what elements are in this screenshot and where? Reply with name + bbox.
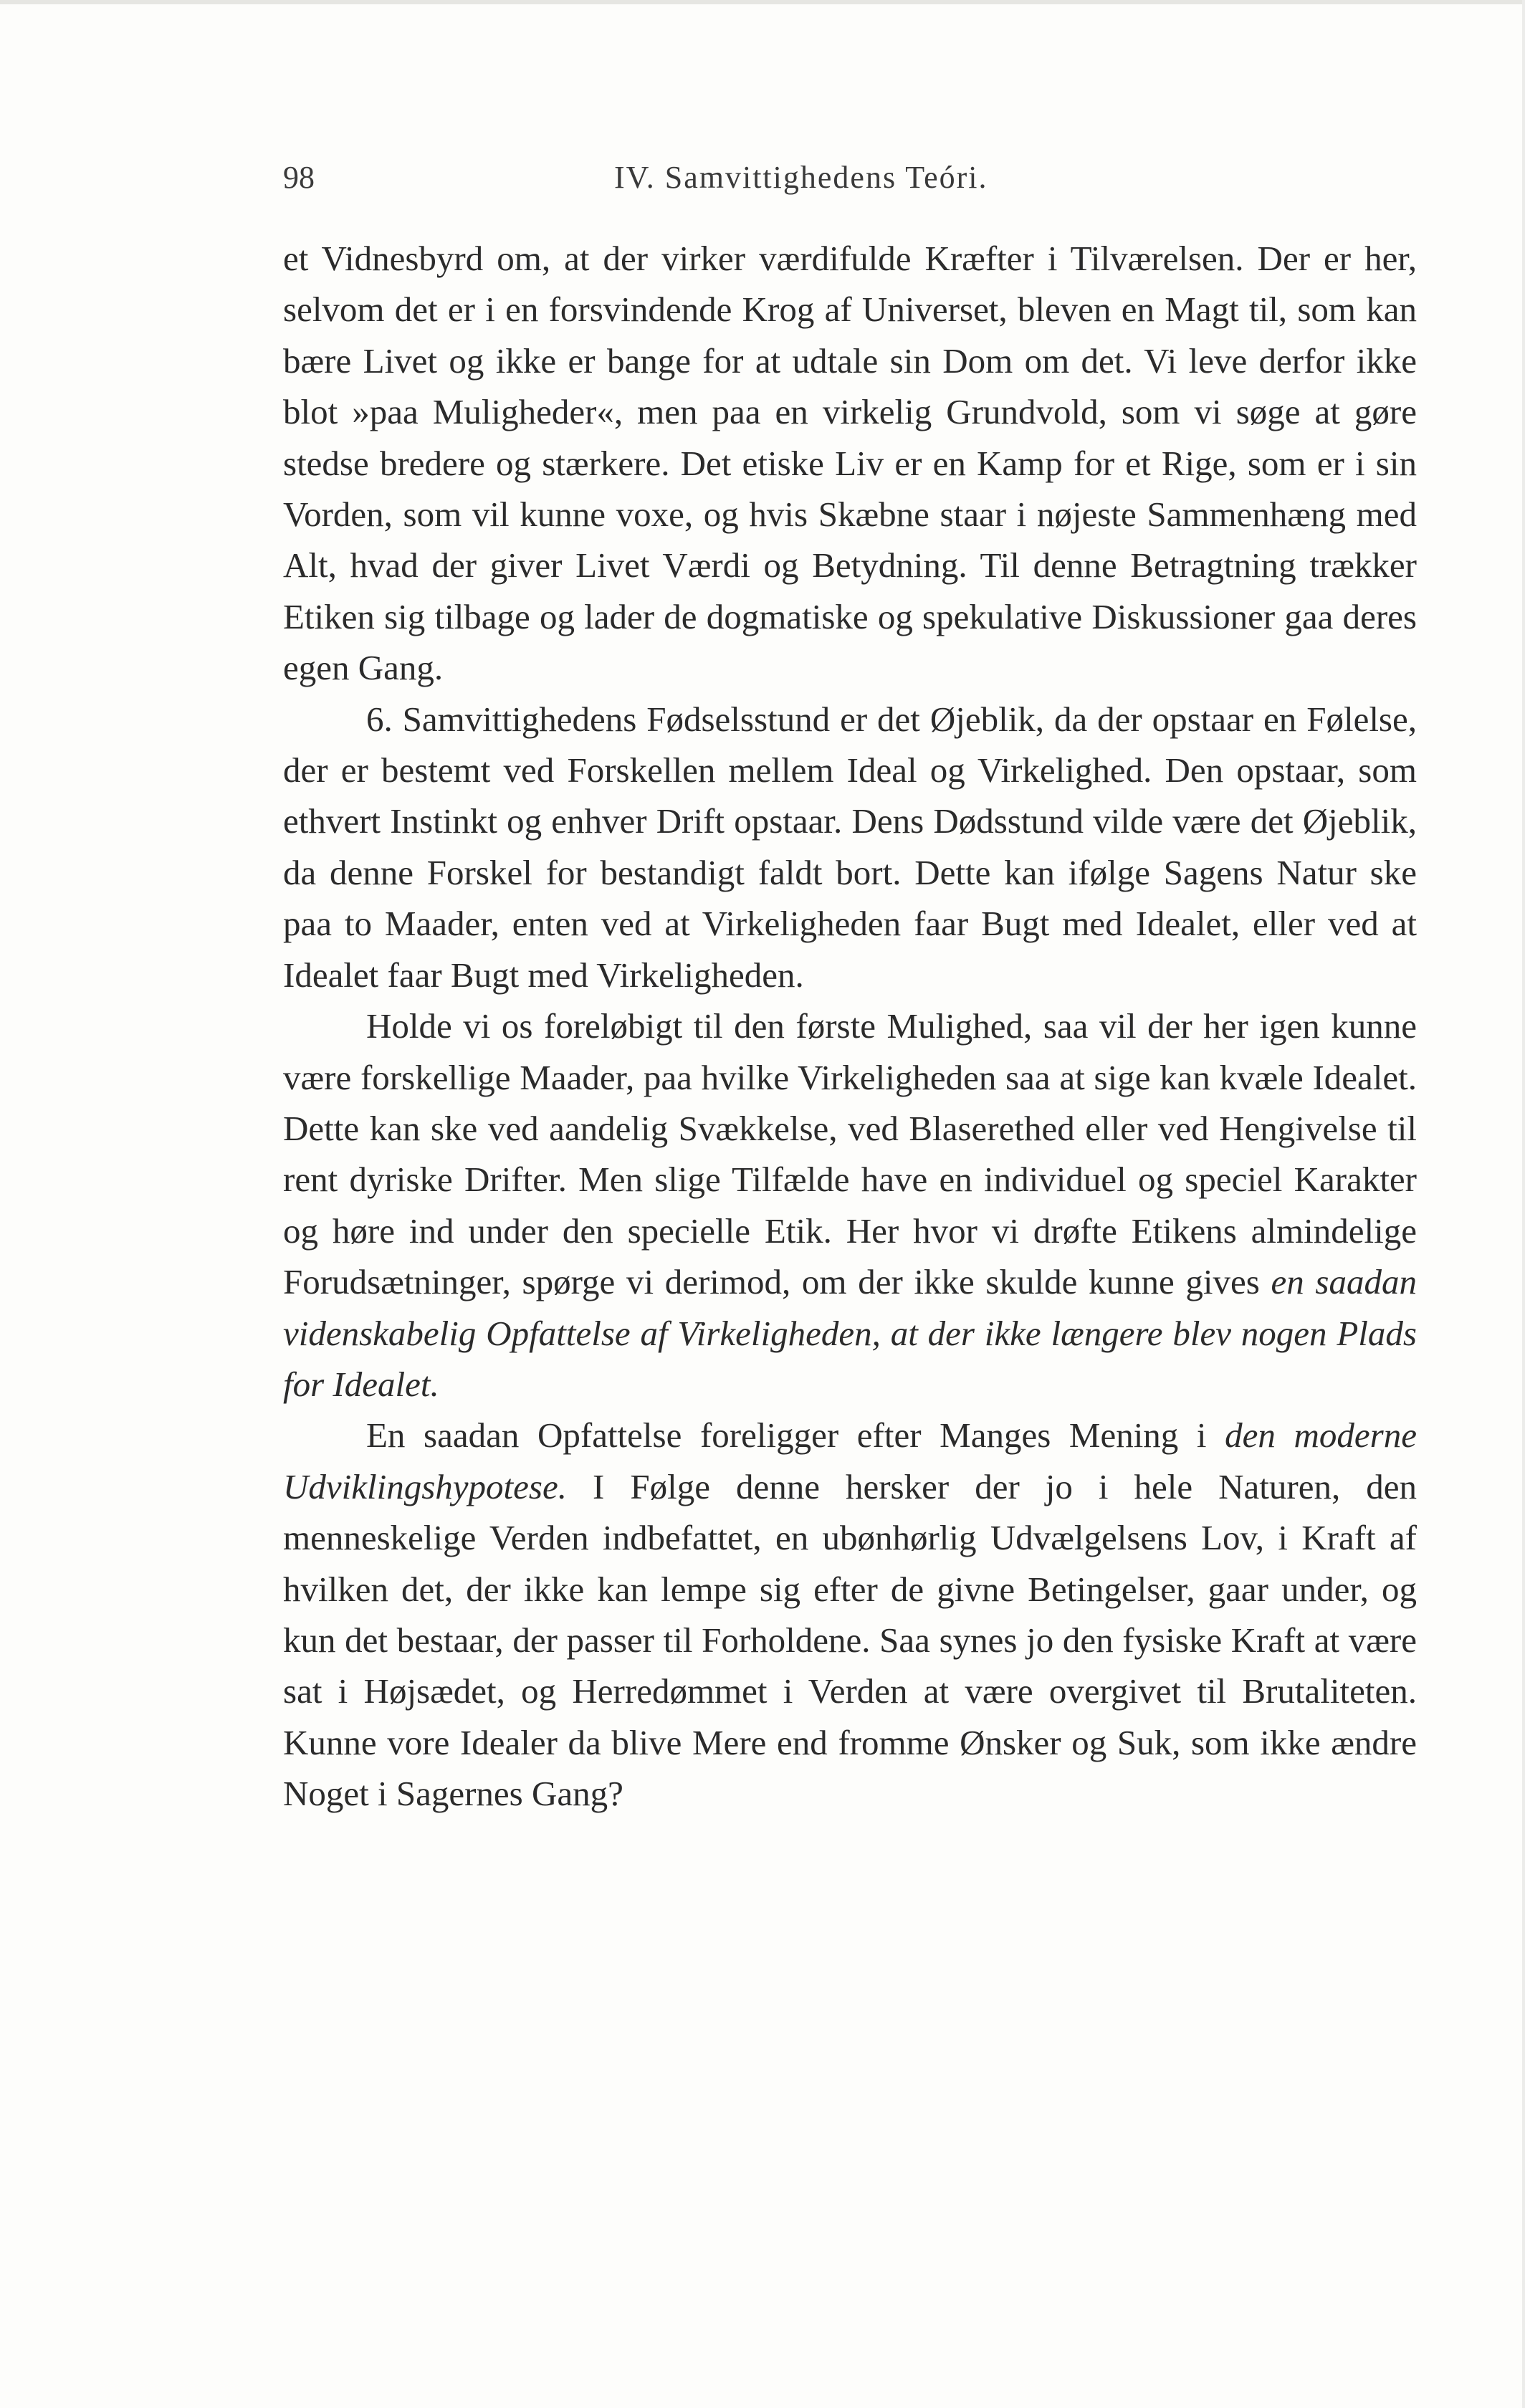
page-number: 98	[283, 160, 315, 195]
paragraph	[283, 1000, 1417, 1410]
text-run: 6. Samvittighedens Fødselsstund er det Øjeblik, da der opstaar en Følelse, der er bestemt ved Forskellen mellem Ideal og Virkelighed. Den opstaar, som ethvert Instinkt og enhver Drift opstaar. Dens Dødsstund vilde være det Øjeblik, da denne Forskel for bestandigt faldt bort. Dette kan ifølge Sagens Natur ske paa to Maader, enten ved at Virkeligheden faar Bugt med Idealet, eller ved at Idealet faar Bugt med Virkeligheden.	[283, 699, 1417, 995]
body-text	[283, 233, 1417, 1820]
emphasis-run: den moderne Udviklingshypotese.	[283, 1415, 1417, 1506]
text-run: Holde vi os foreløbigt til den første Mulighed, saa vil der her igen kunne være forskellige Maader, paa hvilke Virkeligheden saa at sige kan kvæle Idealet. Dette kan ske ved aandelig Svækkelse, ved Blaserethed eller ved Hengivelse til rent dyriske Drifter. Men slige Tilfælde have en individuel og speciel Karakter og høre ind under den specielle Etik. Her hvor vi drøfte Etikens almindelige Forudsætninger, spørge vi derimod, om der ikke skulde kunne gives	[283, 1006, 1417, 1302]
paragraph	[283, 233, 1417, 694]
page-header	[283, 159, 1286, 209]
scan-edge-top	[0, 0, 1525, 4]
text-run: En saadan Opfattelse foreligger efter Manges Mening i	[366, 1415, 1225, 1456]
text-run: et Vidnesbyrd om, at der virker værdifulde Kræfter i Tilværelsen. Der er her, selvom det er i en forsvindende Krog af Universet, bleven en Magt til, som kan bære Livet og ikke er bange for at udtale sin Dom om det. Vi leve derfor ikke blot »paa Muligheder«, men paa en virkelig Grundvold, som vi søge at gøre stedse bredere og stærkere. Det etiske Liv er en Kamp for et Rige, som er i sin Vorden, som vil kunne voxe, og hvis Skæbne staar i nøjeste Sammenhæng med Alt, hvad der giver Livet Værdi og Betydning. Til denne Betragtning trækker Etiken sig tilbage og lader de dogmatiske og spekulative Diskussioner gaa deres egen Gang.	[283, 239, 1417, 688]
paragraph	[283, 1410, 1417, 1819]
scan-edge-right	[1522, 0, 1525, 2408]
paragraph	[283, 694, 1417, 1000]
text-run: I Følge denne hersker der jo i hele Naturen, den menneskelige Verden indbefattet, en ubønhørlig Udvælgelsens Lov, i Kraft af hvilken det, der ikke kan lempe sig efter de givne Betingelser, gaar under, og kun det bestaar, der passer til Forholdene. Saa synes jo den fysiske Kraft at være sat i Højsædet, og Herredømmet i Verden at være overgivet til Brutaliteten. Kunne vore Idealer da blive Mere end fromme Ønsker og Suk, som ikke ændre Noget i Sagernes Gang?	[283, 1466, 1417, 1814]
emphasis-run: en saadan videnskabelig Opfattelse af Virkeligheden, at der ikke længere blev nogen Plads for Idealet.	[283, 1262, 1417, 1404]
running-head: IV. Samvittighedens Teóri.	[614, 160, 988, 195]
